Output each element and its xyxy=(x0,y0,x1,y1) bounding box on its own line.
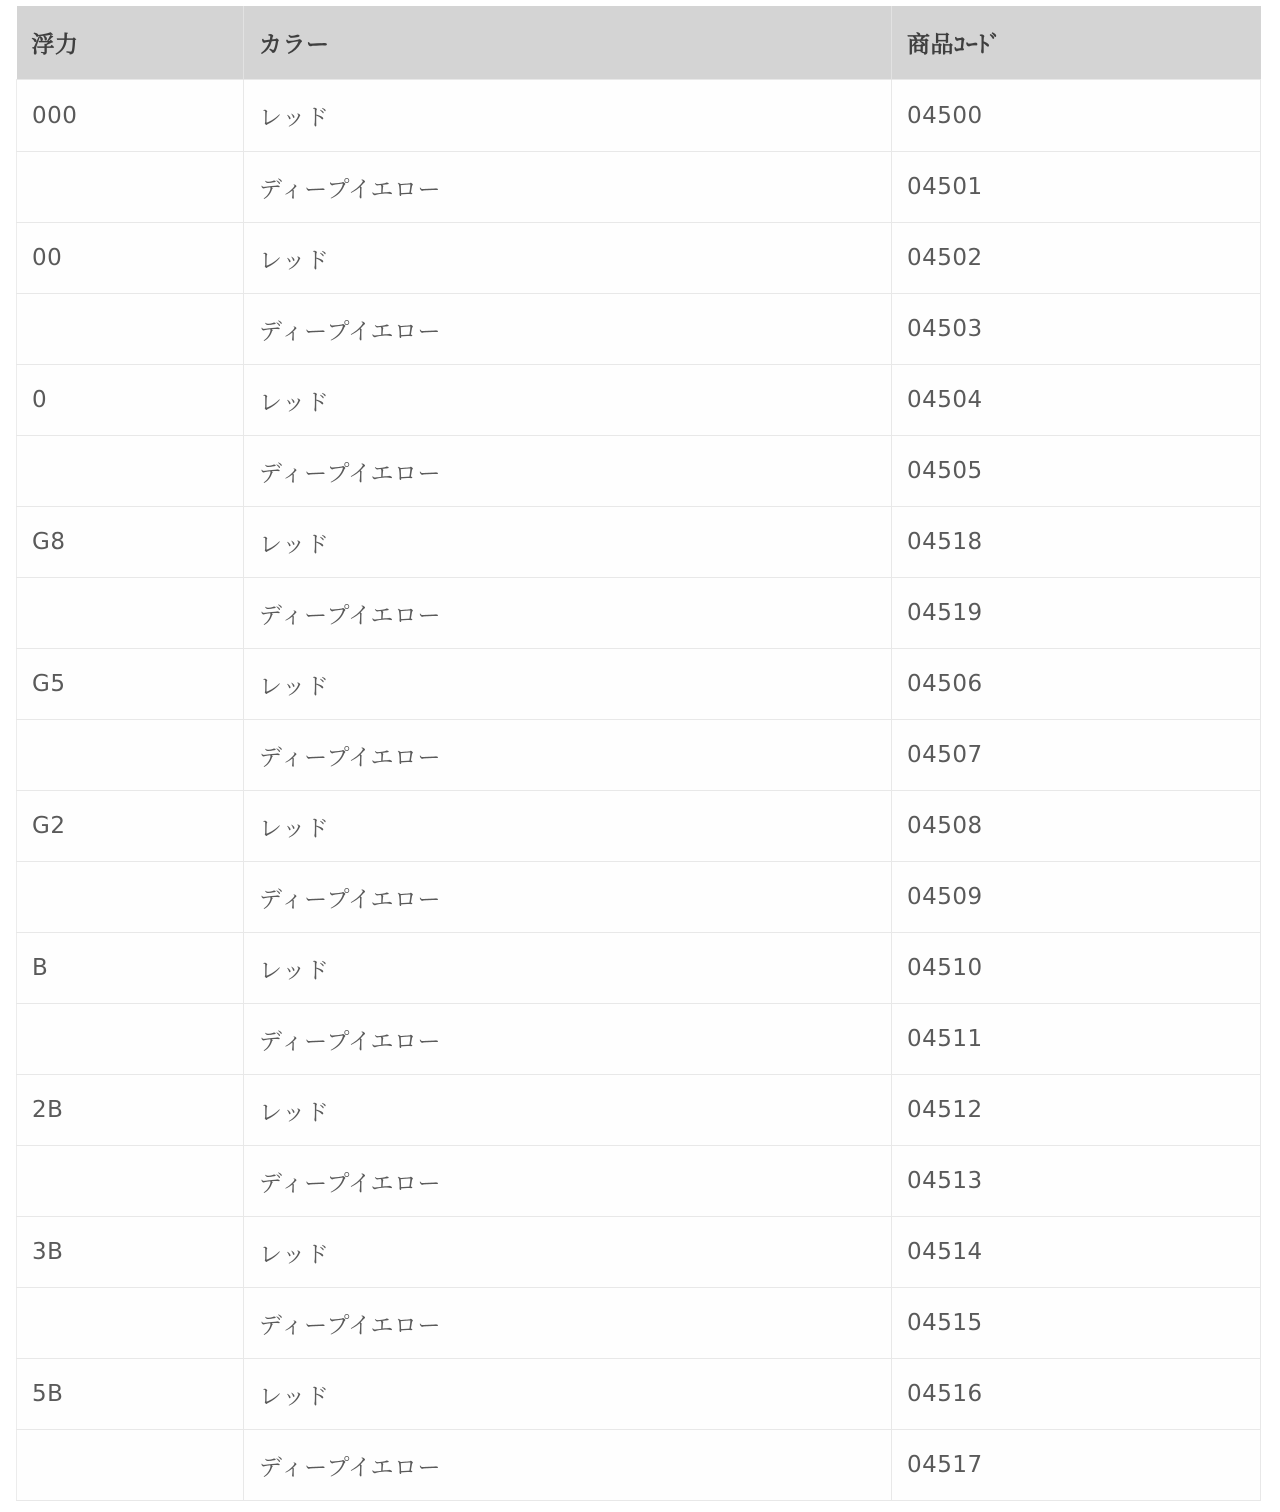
table-row xyxy=(17,578,1261,649)
header-buoyancy: 浮力 xyxy=(17,6,244,80)
product-code-cell: 04512 xyxy=(892,1075,1261,1146)
buoyancy-cell xyxy=(17,720,244,791)
product-table-container xyxy=(16,6,1260,1501)
product-code-cell: 04508 xyxy=(892,791,1261,862)
table-row xyxy=(17,1146,1261,1217)
table-row xyxy=(17,223,1261,294)
buoyancy-cell xyxy=(17,436,244,507)
product-code-cell: 04517 xyxy=(892,1430,1261,1501)
product-code-cell: 04504 xyxy=(892,365,1261,436)
color-cell: ディープイエロー xyxy=(244,1288,892,1359)
color-cell: レッド xyxy=(244,80,892,152)
color-cell: ディープイエロー xyxy=(244,436,892,507)
header-product-code: 商品ｺｰﾄﾞ xyxy=(892,6,1261,80)
table-row xyxy=(17,862,1261,933)
table-body xyxy=(17,80,1261,1501)
buoyancy-cell: 0 xyxy=(17,365,244,436)
color-cell: ディープイエロー xyxy=(244,152,892,223)
table-row xyxy=(17,791,1261,862)
color-cell: ディープイエロー xyxy=(244,862,892,933)
buoyancy-cell: 2B xyxy=(17,1075,244,1146)
table-row xyxy=(17,436,1261,507)
buoyancy-cell: G8 xyxy=(17,507,244,578)
table-row xyxy=(17,152,1261,223)
product-code-cell: 04516 xyxy=(892,1359,1261,1430)
table-row xyxy=(17,1359,1261,1430)
color-cell: ディープイエロー xyxy=(244,578,892,649)
color-cell: レッド xyxy=(244,365,892,436)
table-row xyxy=(17,507,1261,578)
product-code-cell: 04501 xyxy=(892,152,1261,223)
header-row xyxy=(17,6,1261,80)
buoyancy-cell: 3B xyxy=(17,1217,244,1288)
table-row xyxy=(17,649,1261,720)
color-cell: ディープイエロー xyxy=(244,720,892,791)
color-cell: レッド xyxy=(244,223,892,294)
product-code-cell: 04500 xyxy=(892,80,1261,152)
buoyancy-cell xyxy=(17,1288,244,1359)
color-cell: レッド xyxy=(244,791,892,862)
buoyancy-cell: 00 xyxy=(17,223,244,294)
product-code-cell: 04515 xyxy=(892,1288,1261,1359)
product-code-cell: 04507 xyxy=(892,720,1261,791)
color-cell: レッド xyxy=(244,1359,892,1430)
color-cell: ディープイエロー xyxy=(244,1004,892,1075)
product-code-cell: 04505 xyxy=(892,436,1261,507)
color-cell: ディープイエロー xyxy=(244,1430,892,1501)
buoyancy-cell xyxy=(17,1430,244,1501)
table-row xyxy=(17,1430,1261,1501)
product-code-cell: 04518 xyxy=(892,507,1261,578)
color-cell: ディープイエロー xyxy=(244,294,892,365)
table-row xyxy=(17,294,1261,365)
table-header xyxy=(17,6,1261,80)
buoyancy-cell: 000 xyxy=(17,80,244,152)
product-code-cell: 04502 xyxy=(892,223,1261,294)
table-row xyxy=(17,365,1261,436)
product-code-cell: 04514 xyxy=(892,1217,1261,1288)
product-code-cell: 04503 xyxy=(892,294,1261,365)
color-cell: ディープイエロー xyxy=(244,1146,892,1217)
table-row xyxy=(17,1004,1261,1075)
product-code-cell: 04511 xyxy=(892,1004,1261,1075)
table-row xyxy=(17,720,1261,791)
product-code-cell: 04513 xyxy=(892,1146,1261,1217)
product-code-table xyxy=(16,6,1261,1501)
table-row xyxy=(17,1075,1261,1146)
buoyancy-cell: G2 xyxy=(17,791,244,862)
color-cell: レッド xyxy=(244,1217,892,1288)
buoyancy-cell xyxy=(17,152,244,223)
buoyancy-cell xyxy=(17,1004,244,1075)
product-code-cell: 04509 xyxy=(892,862,1261,933)
table-row xyxy=(17,933,1261,1004)
table-row xyxy=(17,1288,1261,1359)
buoyancy-cell xyxy=(17,578,244,649)
buoyancy-cell: B xyxy=(17,933,244,1004)
buoyancy-cell: G5 xyxy=(17,649,244,720)
color-cell: レッド xyxy=(244,1075,892,1146)
color-cell: レッド xyxy=(244,507,892,578)
product-code-cell: 04519 xyxy=(892,578,1261,649)
header-color: カラー xyxy=(244,6,892,80)
color-cell: レッド xyxy=(244,933,892,1004)
buoyancy-cell xyxy=(17,1146,244,1217)
product-code-cell: 04506 xyxy=(892,649,1261,720)
color-cell: レッド xyxy=(244,649,892,720)
buoyancy-cell xyxy=(17,294,244,365)
table-row xyxy=(17,80,1261,152)
buoyancy-cell xyxy=(17,862,244,933)
product-code-cell: 04510 xyxy=(892,933,1261,1004)
buoyancy-cell: 5B xyxy=(17,1359,244,1430)
table-row xyxy=(17,1217,1261,1288)
